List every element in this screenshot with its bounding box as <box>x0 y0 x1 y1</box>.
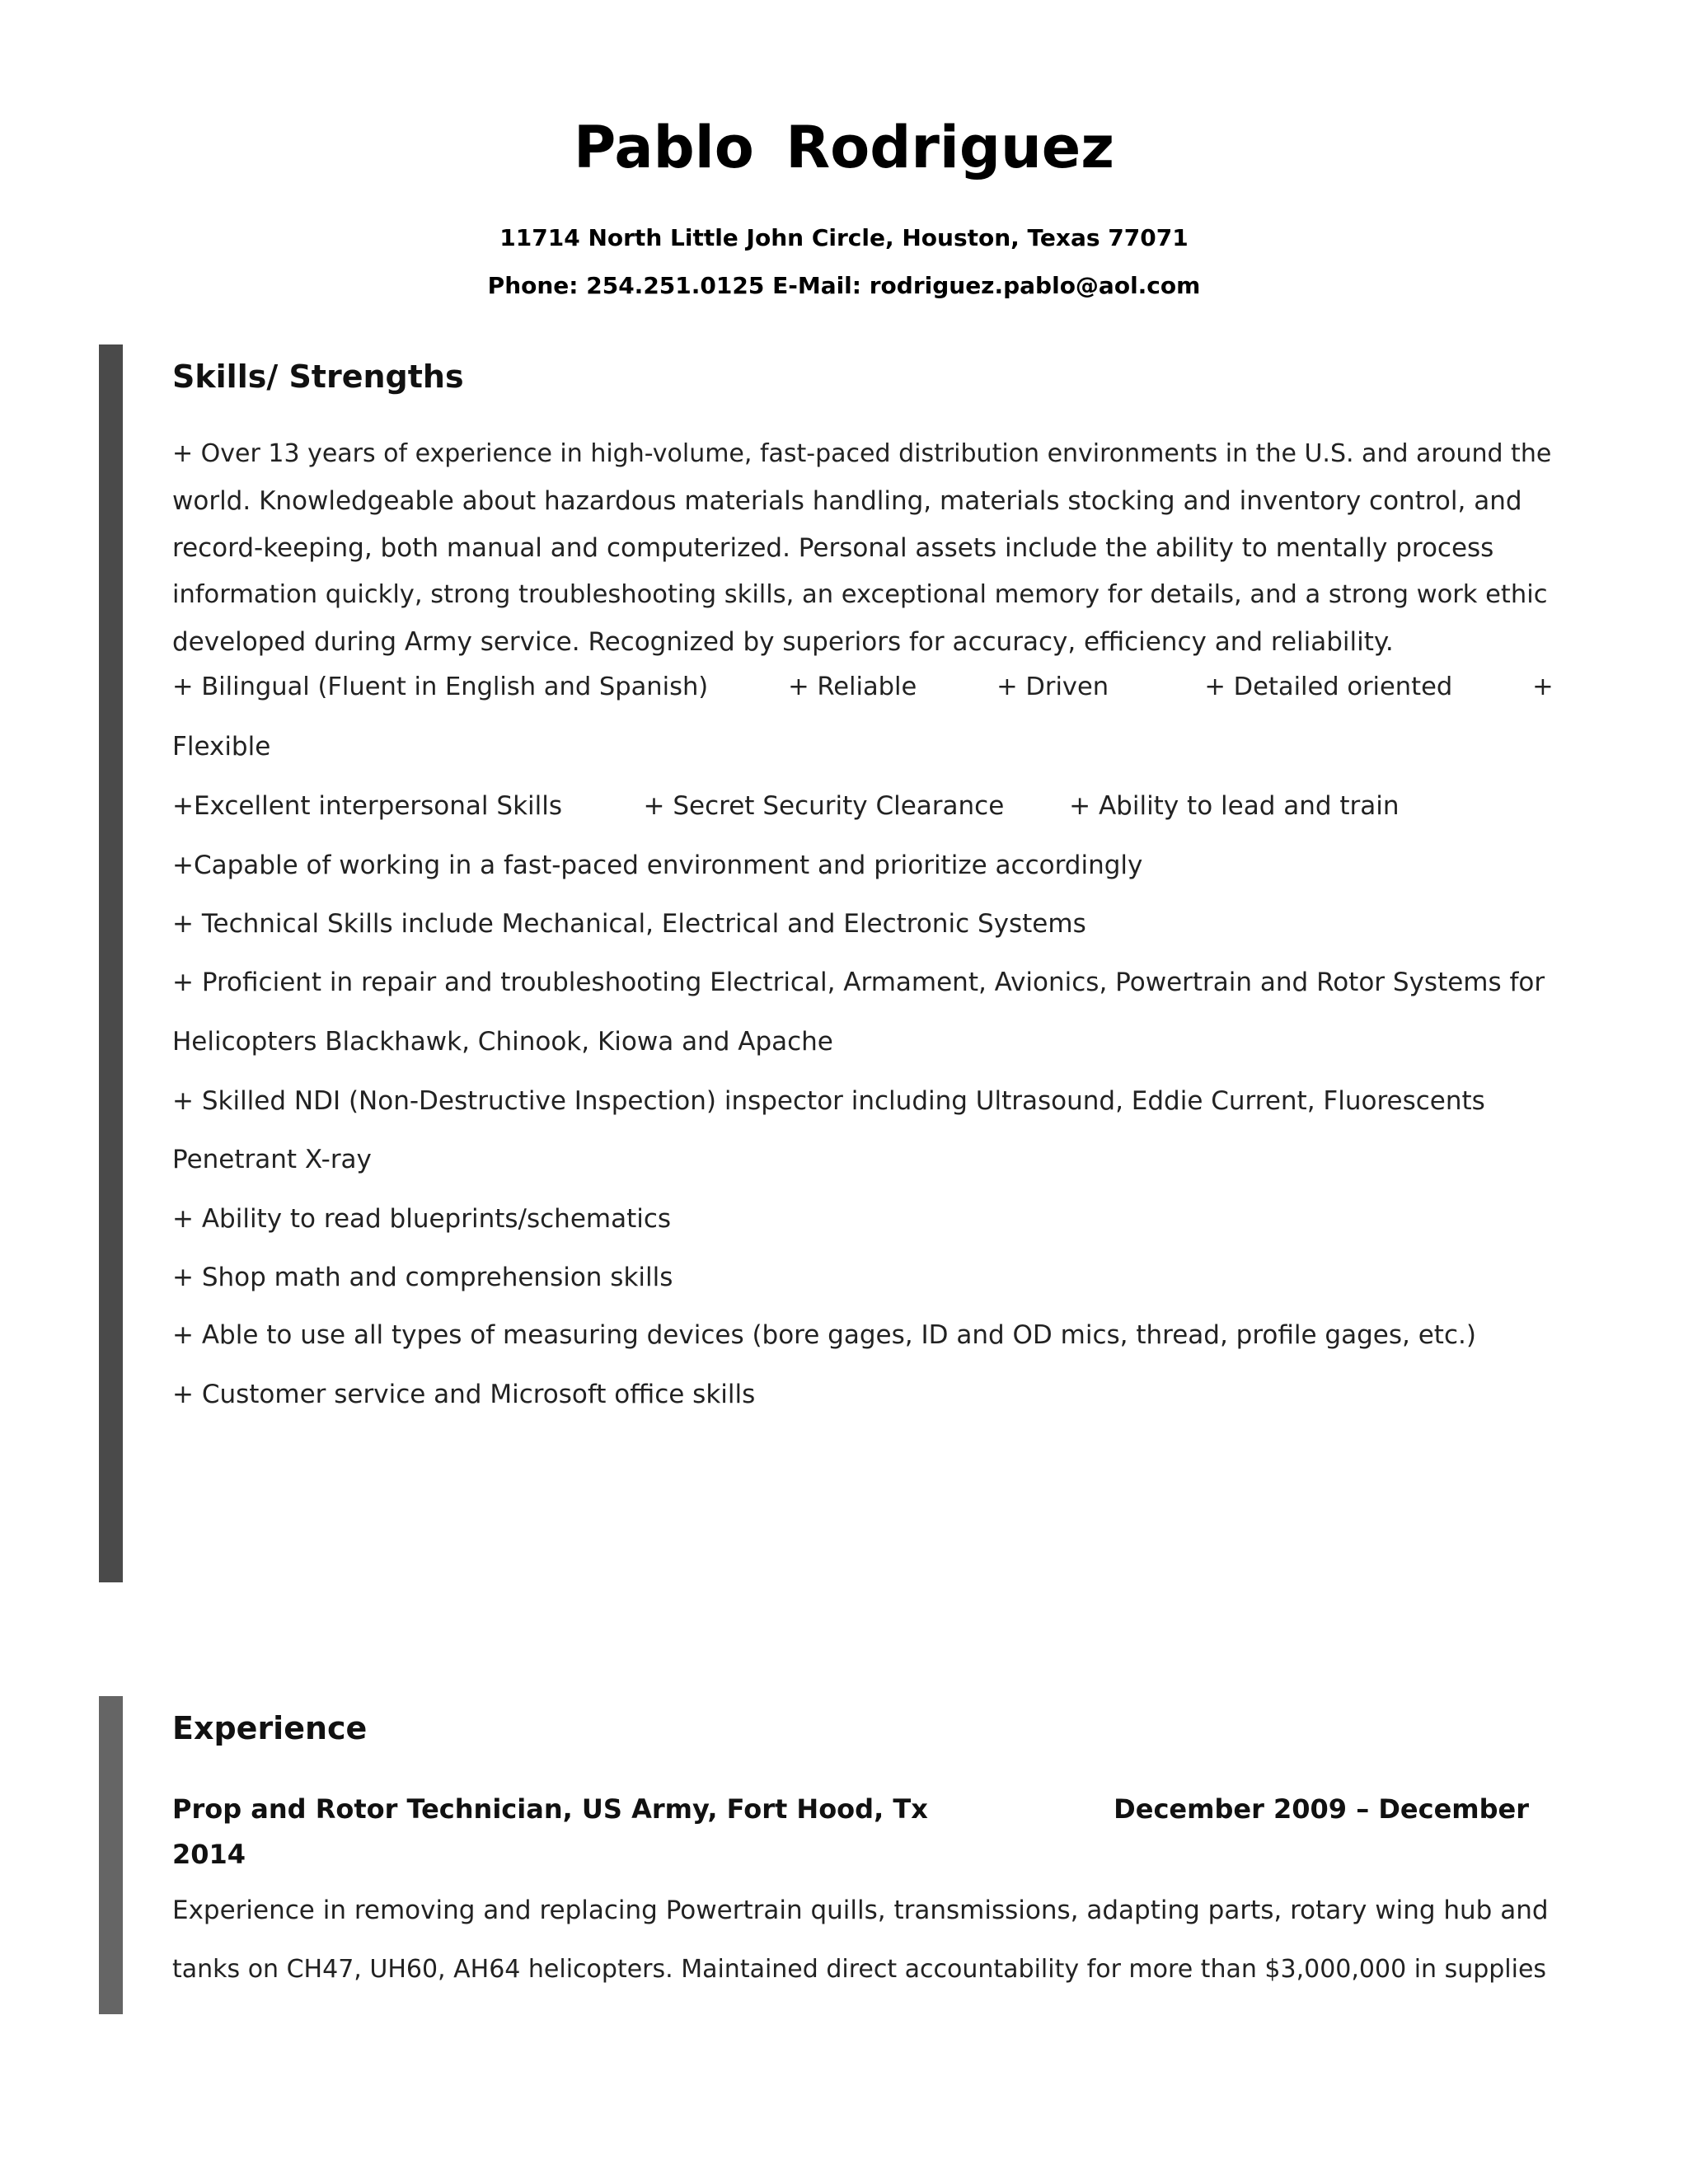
skills-section-bar <box>99 344 123 1582</box>
skills-line: +Capable of working in a fast-paced environment and prioritize accordingly <box>172 851 1143 880</box>
skills-line: + Proficient in repair and troubleshooting Electrical, Armament, Avionics, Powertrain and Rotor Systems for <box>172 968 1545 997</box>
candidate-name: Pablo Rodriguez <box>574 114 1114 181</box>
job-title: Prop and Rotor Technician, US Army, Fort Hood, Tx <box>172 1793 928 1825</box>
address-line: 11714 North Little John Circle, Houston, Texas 77071 <box>499 224 1189 251</box>
job-end-year: 2014 <box>172 1839 246 1870</box>
skills-line: developed during Army service. Recognized by superiors for accuracy, efficiency and reliability. <box>172 627 1394 657</box>
experience-section-bar <box>99 1696 123 2014</box>
experience-heading: Experience <box>172 1710 368 1746</box>
job-description-line: Experience in removing and replacing Powertrain quills, transmissions, adapting parts, rotary wing hub and <box>172 1896 1549 1925</box>
job-description-line: tanks on CH47, UH60, AH64 helicopters. Maintained direct accountability for more than $3,000,000 in supplies <box>172 1955 1547 1984</box>
skills-line: +Excellent interpersonal Skills + Secret Security Clearance + Ability to lead and train <box>172 791 1400 821</box>
skills-line: information quickly, strong troubleshooting skills, an exceptional memory for details, and a strong work ethic <box>172 580 1548 609</box>
skills-line: + Customer service and Microsoft office skills <box>172 1380 756 1409</box>
skills-line: Helicopters Blackhawk, Chinook, Kiowa and Apache <box>172 1027 833 1057</box>
skills-line: + Skilled NDI (Non-Destructive Inspection) inspector including Ultrasound, Eddie Current, Fluorescents <box>172 1086 1485 1116</box>
skills-line: + Technical Skills include Mechanical, Electrical and Electronic Systems <box>172 909 1086 939</box>
skills-line: Penetrant X-ray <box>172 1145 372 1174</box>
skills-heading: Skills/ Strengths <box>172 359 464 395</box>
skills-line: + Shop math and comprehension skills <box>172 1263 673 1292</box>
skills-line: + Bilingual (Fluent in English and Spanish) + Reliable + Driven + Detailed oriented + <box>172 673 1554 701</box>
skills-line: record-keeping, both manual and computerized. Personal assets include the ability to mentally process <box>172 533 1494 563</box>
skills-line: + Ability to read blueprints/schematics <box>172 1204 672 1234</box>
skills-line: world. Knowledgeable about hazardous materials handling, materials stocking and inventory control, and <box>172 486 1522 516</box>
skills-line: Flexible <box>172 732 271 762</box>
phone-email-line: Phone: 254.251.0125 E-Mail: rodriguez.pablo@aol.com <box>487 272 1201 299</box>
job-dates: December 2009 – December <box>1114 1793 1529 1825</box>
skills-line: + Able to use all types of measuring devices (bore gages, ID and OD mics, thread, profile gages, etc.) <box>172 1320 1476 1350</box>
skills-line: + Over 13 years of experience in high-volume, fast-paced distribution environments in the U.S. and around the <box>172 439 1552 468</box>
